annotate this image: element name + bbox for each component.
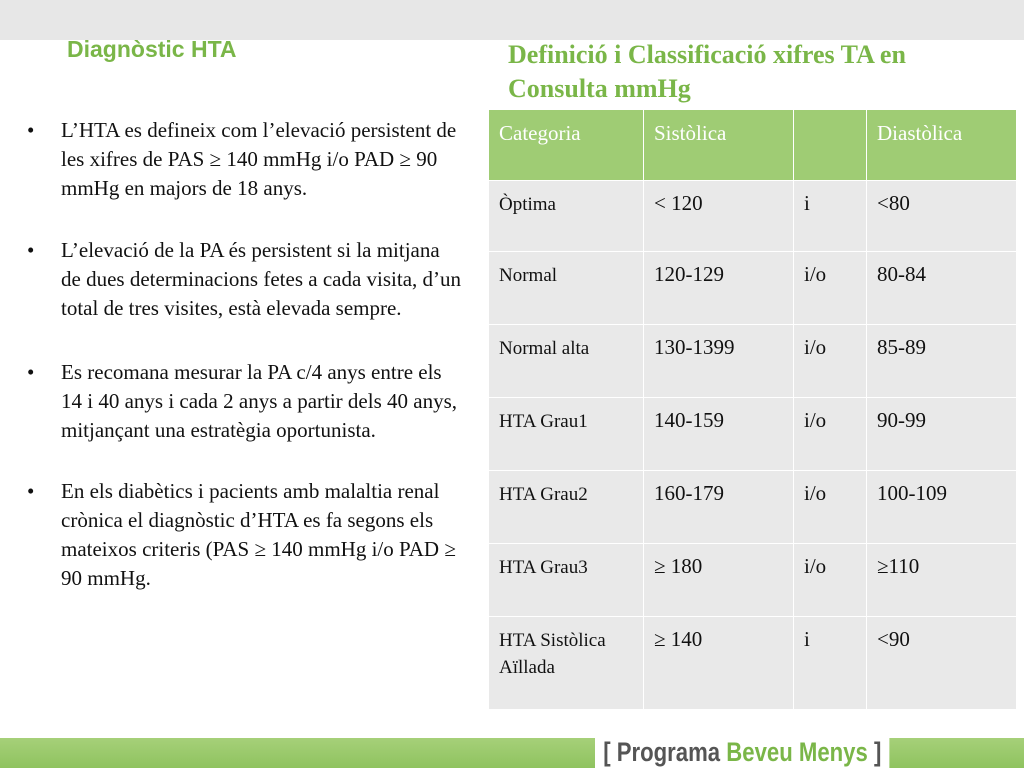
cell-diastolic: 100-109: [867, 471, 1017, 544]
logo-word-programa: Programa: [616, 736, 721, 767]
cell-diastolic: <90: [867, 617, 1017, 710]
table-row: [489, 325, 1017, 398]
cell-connector: i/o: [794, 325, 867, 398]
cell-connector: i/o: [794, 471, 867, 544]
programa-beveu-menys-logo: [595, 736, 890, 768]
header-connector: [794, 110, 867, 181]
cell-diastolic: 90-99: [867, 398, 1017, 471]
cell-connector: i/o: [794, 398, 867, 471]
cell-connector: i: [794, 617, 867, 710]
cell-systolic: 140-159: [644, 398, 794, 471]
logo-bracket-close: ]: [873, 736, 882, 767]
bullet-item: • Es recomana mesurar la PA c/4 anys entre els 14 i 40 anys i cada 2 anys a partir dels 40 anys, mitjançant una estratègia oportunista.: [22, 358, 462, 445]
bp-classification-table: [488, 109, 1017, 710]
cell-systolic: 130-1399: [644, 325, 794, 398]
cell-diastolic: 85-89: [867, 325, 1017, 398]
left-title: Diagnòstic HTA: [67, 36, 237, 62]
header-diastolica: Diastòlica: [867, 110, 1017, 181]
logo-bracket-open: [: [603, 736, 611, 767]
header-categoria: Categoria: [489, 110, 644, 181]
bullet-item: • L’elevació de la PA és persistent si la mitjana de dues determinacions fetes a cada visita, d’un total de tres visites, està elevada sempre.: [22, 236, 462, 323]
right-title: Definició i Classificació xifres TA en Consulta mmHg: [508, 40, 906, 103]
cell-systolic: 160-179: [644, 471, 794, 544]
cell-category: HTA Grau2: [489, 471, 644, 544]
cell-systolic: ≥ 180: [644, 544, 794, 617]
cell-category: Òptima: [489, 181, 644, 252]
cell-category: HTA Grau1: [489, 398, 644, 471]
bullet-item: • En els diabètics i pacients amb malaltia renal crònica el diagnòstic d’HTA es fa segons els mateixos criteris (PAS ≥ 140 mmHg i/o PAD ≥ 90 mmHg.: [22, 477, 462, 593]
top-band: [0, 0, 1024, 40]
header-sistolica: Sistòlica: [644, 110, 794, 181]
cell-connector: i: [794, 181, 867, 252]
cell-diastolic: <80: [867, 181, 1017, 252]
bullet-item: • L’HTA es defineix com l’elevació persistent de les xifres de PAS ≥ 140 mmHg i/o PAD ≥ 90 mmHg en majors de 18 anys.: [22, 116, 462, 203]
table-row: [489, 544, 1017, 617]
cell-systolic: < 120: [644, 181, 794, 252]
cell-diastolic: 80-84: [867, 252, 1017, 325]
table-row: [489, 181, 1017, 252]
table-row: [489, 252, 1017, 325]
table-row: [489, 617, 1017, 710]
table-row: [489, 398, 1017, 471]
bullet-list: [22, 116, 462, 593]
cell-systolic: ≥ 140: [644, 617, 794, 710]
cell-category: Normal: [489, 252, 644, 325]
cell-category: HTA Grau3: [489, 544, 644, 617]
table-header-row: [489, 110, 1017, 181]
cell-connector: i/o: [794, 252, 867, 325]
logo-word-beveu-menys: Beveu Menys: [726, 736, 868, 767]
cell-category: Normal alta: [489, 325, 644, 398]
cell-category: HTA Sistòlica Aïllada: [489, 617, 644, 710]
cell-connector: i/o: [794, 544, 867, 617]
table-row: [489, 471, 1017, 544]
cell-systolic: 120-129: [644, 252, 794, 325]
cell-diastolic: ≥110: [867, 544, 1017, 617]
